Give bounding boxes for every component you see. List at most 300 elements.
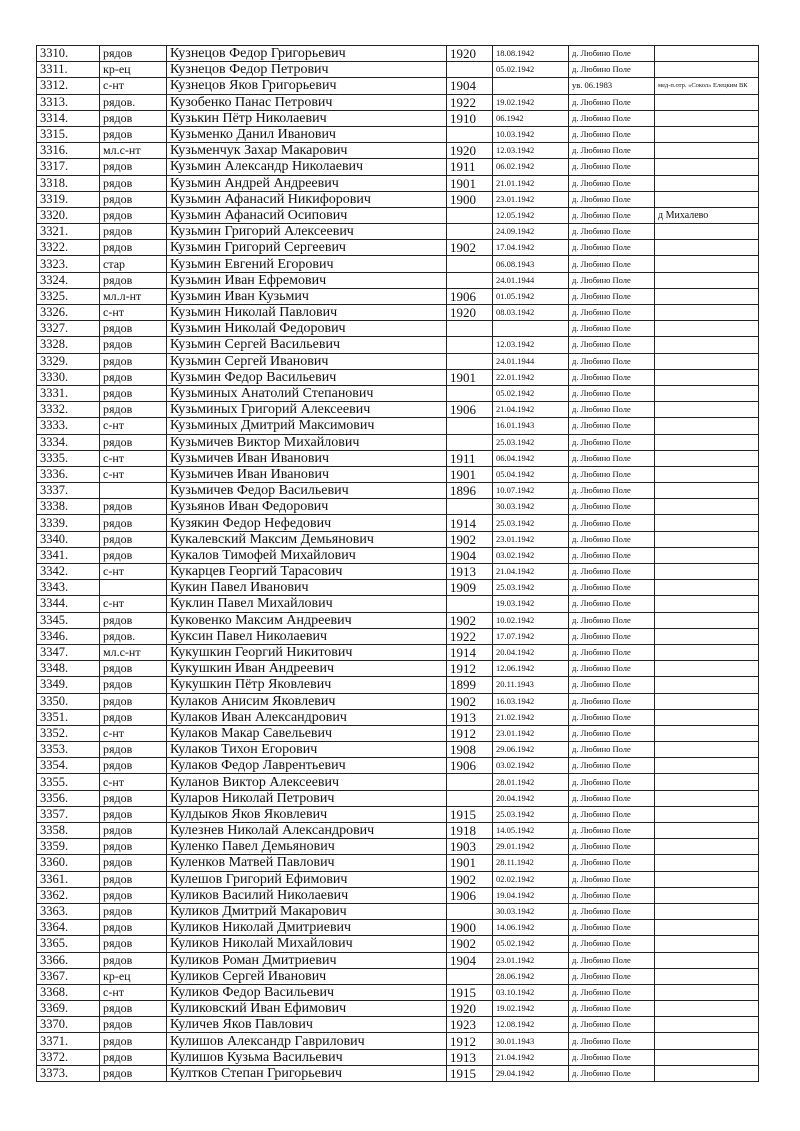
rank-cell: рядов <box>100 385 167 401</box>
table-row <box>37 887 759 903</box>
record-number-cell: 3325. <box>37 288 100 304</box>
name-cell: Кузьмин Андрей Андреевич <box>167 175 447 191</box>
name-cell: Кузьмин Афанасий Осипович <box>167 207 447 223</box>
table-row <box>37 564 759 580</box>
record-number-cell: 3334. <box>37 434 100 450</box>
name-cell: Кузьмин Сергей Васильевич <box>167 337 447 353</box>
rank-cell: рядов <box>100 321 167 337</box>
record-number-cell: 3372. <box>37 1049 100 1065</box>
birth-year-cell: 1902 <box>447 693 493 709</box>
note-cell <box>655 240 759 256</box>
name-cell: Куликовский Иван Ефимович <box>167 1001 447 1017</box>
burial-place-cell: д. Любино Поле <box>569 94 655 110</box>
burial-place-cell: д. Любино Поле <box>569 337 655 353</box>
death-date-cell: 19.03.1942 <box>493 596 569 612</box>
table-row <box>37 321 759 337</box>
record-number-cell: 3318. <box>37 175 100 191</box>
table-row <box>37 288 759 304</box>
burial-place-cell: д. Любино Поле <box>569 612 655 628</box>
birth-year-cell: 1902 <box>447 871 493 887</box>
death-date-cell: 25.03.1942 <box>493 434 569 450</box>
note-cell <box>655 1049 759 1065</box>
table-row <box>37 580 759 596</box>
name-cell: Куленко Павел Демьянович <box>167 839 447 855</box>
rank-cell: с-нт <box>100 984 167 1000</box>
name-cell: Кузнецов Федор Григорьевич <box>167 46 447 62</box>
record-number-cell: 3329. <box>37 353 100 369</box>
burial-place-cell: д. Любино Поле <box>569 272 655 288</box>
note-cell <box>655 742 759 758</box>
rank-cell: рядов <box>100 661 167 677</box>
record-number-cell: 3315. <box>37 126 100 142</box>
name-cell: Кузьминых Анатолий Степанович <box>167 385 447 401</box>
record-number-cell: 3340. <box>37 531 100 547</box>
name-cell: Куксин Павел Николаевич <box>167 628 447 644</box>
name-cell: Кузькин Пётр Николаевич <box>167 110 447 126</box>
note-cell <box>655 547 759 563</box>
rank-cell: рядов <box>100 758 167 774</box>
note-cell <box>655 434 759 450</box>
table-row <box>37 790 759 806</box>
death-date-cell: 20.11.1943 <box>493 677 569 693</box>
name-cell: Кузьмичев Федор Васильевич <box>167 483 447 499</box>
death-date-cell: 10.03.1942 <box>493 126 569 142</box>
burial-place-cell: д. Любино Поле <box>569 369 655 385</box>
note-cell <box>655 564 759 580</box>
name-cell: Кукалевский Максим Демьянович <box>167 531 447 547</box>
note-cell <box>655 126 759 142</box>
rank-cell: рядов <box>100 499 167 515</box>
death-date-cell: 25.03.1942 <box>493 806 569 822</box>
record-number-cell: 3350. <box>37 693 100 709</box>
burial-place-cell: д. Любино Поле <box>569 887 655 903</box>
table-row <box>37 693 759 709</box>
name-cell: Кузьмичев Иван Иванович <box>167 466 447 482</box>
name-cell: Кузьменко Данил Иванович <box>167 126 447 142</box>
name-cell: Куленков Матвей Павлович <box>167 855 447 871</box>
table-row <box>37 418 759 434</box>
birth-year-cell: 1896 <box>447 483 493 499</box>
rank-cell: рядов <box>100 434 167 450</box>
rank-cell: рядов <box>100 790 167 806</box>
record-number-cell: 3355. <box>37 774 100 790</box>
note-cell <box>655 952 759 968</box>
note-cell <box>655 968 759 984</box>
death-date-cell: 19.02.1942 <box>493 1001 569 1017</box>
death-date-cell: 05.02.1942 <box>493 385 569 401</box>
name-cell: Кулаков Макар Савельевич <box>167 725 447 741</box>
burial-place-cell: д. Любино Поле <box>569 288 655 304</box>
burial-place-cell: д. Любино Поле <box>569 191 655 207</box>
burial-place-cell: д. Любино Поле <box>569 547 655 563</box>
record-number-cell: 3370. <box>37 1017 100 1033</box>
rank-cell: рядов <box>100 1065 167 1081</box>
name-cell: Кузьмин Евгений Егорович <box>167 256 447 272</box>
table-row <box>37 256 759 272</box>
death-date-cell: 16.03.1942 <box>493 693 569 709</box>
note-cell <box>655 159 759 175</box>
name-cell: Кукалов Тимофей Михайлович <box>167 547 447 563</box>
record-number-cell: 3352. <box>37 725 100 741</box>
table-row <box>37 903 759 919</box>
birth-year-cell: 1912 <box>447 1033 493 1049</box>
note-cell <box>655 305 759 321</box>
note-cell <box>655 709 759 725</box>
birth-year-cell <box>447 968 493 984</box>
death-date-cell: 28.11.1942 <box>493 855 569 871</box>
birth-year-cell: 1915 <box>447 1065 493 1081</box>
birth-year-cell <box>447 207 493 223</box>
note-cell <box>655 936 759 952</box>
note-cell <box>655 823 759 839</box>
note-cell <box>655 499 759 515</box>
record-number-cell: 3323. <box>37 256 100 272</box>
death-date-cell: 12.06.1942 <box>493 661 569 677</box>
death-date-cell: 29.04.1942 <box>493 1065 569 1081</box>
burial-place-cell: д. Любино Поле <box>569 984 655 1000</box>
note-cell <box>655 369 759 385</box>
rank-cell: с-нт <box>100 596 167 612</box>
burial-place-cell: д. Любино Поле <box>569 499 655 515</box>
table-row <box>37 644 759 660</box>
birth-year-cell <box>447 774 493 790</box>
table-row <box>37 596 759 612</box>
rank-cell: рядов <box>100 126 167 142</box>
burial-place-cell: д. Любино Поле <box>569 402 655 418</box>
table-row <box>37 337 759 353</box>
note-cell <box>655 790 759 806</box>
note-cell <box>655 984 759 1000</box>
burial-place-cell: д. Любино Поле <box>569 466 655 482</box>
record-number-cell: 3366. <box>37 952 100 968</box>
table-row <box>37 742 759 758</box>
name-cell: Кулдыков Яков Яковлевич <box>167 806 447 822</box>
note-cell <box>655 839 759 855</box>
death-date-cell: 03.02.1942 <box>493 758 569 774</box>
burial-place-cell: д. Любино Поле <box>569 693 655 709</box>
rank-cell: рядов <box>100 1033 167 1049</box>
burial-place-cell: д. Любино Поле <box>569 644 655 660</box>
birth-year-cell <box>447 418 493 434</box>
birth-year-cell <box>447 256 493 272</box>
table-row <box>37 483 759 499</box>
birth-year-cell: 1920 <box>447 1001 493 1017</box>
name-cell: Кузьменчук Захар Макарович <box>167 143 447 159</box>
birth-year-cell: 1923 <box>447 1017 493 1033</box>
death-date-cell: 28.06.1942 <box>493 968 569 984</box>
death-date-cell: 21.04.1942 <box>493 564 569 580</box>
rank-cell: с-нт <box>100 450 167 466</box>
birth-year-cell: 1920 <box>447 46 493 62</box>
record-number-cell: 3367. <box>37 968 100 984</box>
rank-cell: с-нт <box>100 725 167 741</box>
birth-year-cell: 1899 <box>447 677 493 693</box>
birth-year-cell: 1922 <box>447 94 493 110</box>
rank-cell <box>100 483 167 499</box>
table-row <box>37 369 759 385</box>
birth-year-cell <box>447 499 493 515</box>
table-row <box>37 823 759 839</box>
death-date-cell: 16.01.1943 <box>493 418 569 434</box>
record-number-cell: 3317. <box>37 159 100 175</box>
death-date-cell: 14.05.1942 <box>493 823 569 839</box>
death-date-cell: 05.02.1942 <box>493 936 569 952</box>
name-cell: Кулаков Анисим Яковлевич <box>167 693 447 709</box>
birth-year-cell: 1902 <box>447 531 493 547</box>
table-row <box>37 1049 759 1065</box>
name-cell: Куликов Сергей Иванович <box>167 968 447 984</box>
death-date-cell <box>493 321 569 337</box>
record-number-cell: 3347. <box>37 644 100 660</box>
birth-year-cell: 1911 <box>447 450 493 466</box>
birth-year-cell: 1912 <box>447 725 493 741</box>
table-row <box>37 1065 759 1081</box>
rank-cell: рядов <box>100 1001 167 1017</box>
note-cell <box>655 580 759 596</box>
name-cell: Куларов Николай Петрович <box>167 790 447 806</box>
note-cell <box>655 1001 759 1017</box>
record-number-cell: 3312. <box>37 78 100 94</box>
record-number-cell: 3327. <box>37 321 100 337</box>
record-number-cell: 3349. <box>37 677 100 693</box>
note-cell <box>655 725 759 741</box>
table-row <box>37 628 759 644</box>
death-date-cell: 06.04.1942 <box>493 450 569 466</box>
note-cell <box>655 46 759 62</box>
table-row <box>37 207 759 223</box>
rank-cell: рядов <box>100 240 167 256</box>
birth-year-cell: 1902 <box>447 936 493 952</box>
record-number-cell: 3343. <box>37 580 100 596</box>
birth-year-cell <box>447 321 493 337</box>
note-cell <box>655 143 759 159</box>
name-cell: Кукин Павел Иванович <box>167 580 447 596</box>
record-number-cell: 3356. <box>37 790 100 806</box>
rank-cell: рядов <box>100 272 167 288</box>
note-cell <box>655 466 759 482</box>
name-cell: Кулаков Федор Лаврентьевич <box>167 758 447 774</box>
birth-year-cell: 1901 <box>447 175 493 191</box>
rank-cell: рядов <box>100 936 167 952</box>
rank-cell: с-нт <box>100 305 167 321</box>
burial-place-cell: д. Любино Поле <box>569 677 655 693</box>
burial-place-cell: д. Любино Поле <box>569 256 655 272</box>
birth-year-cell <box>447 62 493 78</box>
name-cell: Кузьминых Дмитрий Максимович <box>167 418 447 434</box>
birth-year-cell: 1915 <box>447 984 493 1000</box>
table-row <box>37 677 759 693</box>
name-cell: Кулаков Тихон Егорович <box>167 742 447 758</box>
birth-year-cell: 1920 <box>447 305 493 321</box>
roster-page <box>36 45 758 1082</box>
table-row <box>37 159 759 175</box>
table-row <box>37 450 759 466</box>
table-row <box>37 46 759 62</box>
burial-place-cell: д. Любино Поле <box>569 434 655 450</box>
note-cell <box>655 450 759 466</box>
burial-place-cell: д. Любино Поле <box>569 725 655 741</box>
name-cell: Кузьмин Григорий Алексеевич <box>167 224 447 240</box>
death-date-cell: 21.04.1942 <box>493 1049 569 1065</box>
name-cell: Кукушкин Георгий Никитович <box>167 644 447 660</box>
record-number-cell: 3341. <box>37 547 100 563</box>
note-cell: д Михалево <box>655 207 759 223</box>
note-cell <box>655 191 759 207</box>
note-cell <box>655 887 759 903</box>
death-date-cell: 14.06.1942 <box>493 920 569 936</box>
record-number-cell: 3319. <box>37 191 100 207</box>
birth-year-cell: 1902 <box>447 612 493 628</box>
record-number-cell: 3346. <box>37 628 100 644</box>
burial-place-cell: д. Любино Поле <box>569 110 655 126</box>
record-number-cell: 3365. <box>37 936 100 952</box>
record-number-cell: 3373. <box>37 1065 100 1081</box>
table-row <box>37 547 759 563</box>
burial-place-cell: д. Любино Поле <box>569 1033 655 1049</box>
burial-place-cell: д. Любино Поле <box>569 968 655 984</box>
name-cell: Куликов Федор Васильевич <box>167 984 447 1000</box>
table-row <box>37 240 759 256</box>
burial-place-cell: д. Любино Поле <box>569 240 655 256</box>
table-row <box>37 434 759 450</box>
table-row <box>37 839 759 855</box>
record-number-cell: 3345. <box>37 612 100 628</box>
birth-year-cell <box>447 224 493 240</box>
birth-year-cell: 1912 <box>447 661 493 677</box>
rank-cell: рядов <box>100 207 167 223</box>
name-cell: Кузнецов Яков Григорьевич <box>167 78 447 94</box>
birth-year-cell: 1906 <box>447 402 493 418</box>
burial-place-cell: д. Любино Поле <box>569 353 655 369</box>
birth-year-cell: 1900 <box>447 191 493 207</box>
birth-year-cell <box>447 272 493 288</box>
birth-year-cell: 1904 <box>447 78 493 94</box>
death-date-cell: 06.02.1942 <box>493 159 569 175</box>
rank-cell: рядов <box>100 353 167 369</box>
birth-year-cell: 1909 <box>447 580 493 596</box>
rank-cell: кр-ец <box>100 62 167 78</box>
rank-cell: рядов <box>100 709 167 725</box>
name-cell: Кузьянов Иван Федорович <box>167 499 447 515</box>
death-date-cell: 22.01.1942 <box>493 369 569 385</box>
burial-place-cell: д. Любино Поле <box>569 758 655 774</box>
rank-cell: рядов <box>100 952 167 968</box>
note-cell <box>655 256 759 272</box>
record-number-cell: 3360. <box>37 855 100 871</box>
birth-year-cell: 1901 <box>447 855 493 871</box>
note-cell <box>655 1065 759 1081</box>
name-cell: Куликов Василий Николаевич <box>167 887 447 903</box>
burial-place-cell: д. Любино Поле <box>569 709 655 725</box>
name-cell: Кузьмичев Иван Иванович <box>167 450 447 466</box>
burial-place-cell: д. Любино Поле <box>569 790 655 806</box>
burial-place-cell: д. Любино Поле <box>569 483 655 499</box>
table-row <box>37 871 759 887</box>
birth-year-cell <box>447 353 493 369</box>
burial-place-cell: ув. 06.1983 <box>569 78 655 94</box>
birth-year-cell <box>447 434 493 450</box>
note-cell <box>655 483 759 499</box>
note-cell <box>655 94 759 110</box>
record-number-cell: 3332. <box>37 402 100 418</box>
table-row <box>37 94 759 110</box>
record-number-cell: 3342. <box>37 564 100 580</box>
burial-place-cell: д. Любино Поле <box>569 126 655 142</box>
burial-place-cell: д. Любино Поле <box>569 159 655 175</box>
burial-place-cell: д. Любино Поле <box>569 1049 655 1065</box>
rank-cell: рядов <box>100 920 167 936</box>
burial-place-cell: д. Любино Поле <box>569 903 655 919</box>
table-row <box>37 531 759 547</box>
roster-body <box>37 46 759 1082</box>
rank-cell: мл.с-нт <box>100 143 167 159</box>
record-number-cell: 3357. <box>37 806 100 822</box>
burial-place-cell: д. Любино Поле <box>569 580 655 596</box>
burial-place-cell: д. Любино Поле <box>569 871 655 887</box>
rank-cell: рядов <box>100 887 167 903</box>
note-cell <box>655 774 759 790</box>
birth-year-cell: 1901 <box>447 369 493 385</box>
name-cell: Кузьмин Иван Ефремович <box>167 272 447 288</box>
table-row <box>37 758 759 774</box>
name-cell: Куличев Яков Павлович <box>167 1017 447 1033</box>
death-date-cell: 12.03.1942 <box>493 337 569 353</box>
table-row <box>37 110 759 126</box>
name-cell: Кузьмин Александр Николаевич <box>167 159 447 175</box>
table-row <box>37 920 759 936</box>
record-number-cell: 3333. <box>37 418 100 434</box>
record-number-cell: 3368. <box>37 984 100 1000</box>
death-date-cell: 10.02.1942 <box>493 612 569 628</box>
note-cell <box>655 871 759 887</box>
record-number-cell: 3339. <box>37 515 100 531</box>
death-date-cell: 17.04.1942 <box>493 240 569 256</box>
record-number-cell: 3369. <box>37 1001 100 1017</box>
rank-cell <box>100 580 167 596</box>
death-date-cell: 24.01.1944 <box>493 353 569 369</box>
death-date-cell: 21.01.1942 <box>493 175 569 191</box>
roster-table <box>36 45 759 1082</box>
name-cell: Кузнецов Федор Петрович <box>167 62 447 78</box>
note-cell <box>655 62 759 78</box>
birth-year-cell: 1908 <box>447 742 493 758</box>
record-number-cell: 3322. <box>37 240 100 256</box>
record-number-cell: 3337. <box>37 483 100 499</box>
record-number-cell: 3361. <box>37 871 100 887</box>
death-date-cell: 30.03.1942 <box>493 499 569 515</box>
death-date-cell: 10.07.1942 <box>493 483 569 499</box>
name-cell: Кулишов Кузьма Васильевич <box>167 1049 447 1065</box>
rank-cell: рядов <box>100 693 167 709</box>
name-cell: Кукарцев Георгий Тарасович <box>167 564 447 580</box>
birth-year-cell: 1913 <box>447 564 493 580</box>
birth-year-cell <box>447 337 493 353</box>
burial-place-cell: д. Любино Поле <box>569 855 655 871</box>
rank-cell: с-нт <box>100 466 167 482</box>
burial-place-cell: д. Любино Поле <box>569 596 655 612</box>
note-cell <box>655 321 759 337</box>
table-row <box>37 968 759 984</box>
birth-year-cell: 1906 <box>447 288 493 304</box>
record-number-cell: 3330. <box>37 369 100 385</box>
name-cell: Кулаков Иван Александрович <box>167 709 447 725</box>
name-cell: Кузьмин Николай Федорович <box>167 321 447 337</box>
record-number-cell: 3324. <box>37 272 100 288</box>
rank-cell: рядов <box>100 903 167 919</box>
note-cell <box>655 644 759 660</box>
note-cell <box>655 418 759 434</box>
death-date-cell: 21.02.1942 <box>493 709 569 725</box>
